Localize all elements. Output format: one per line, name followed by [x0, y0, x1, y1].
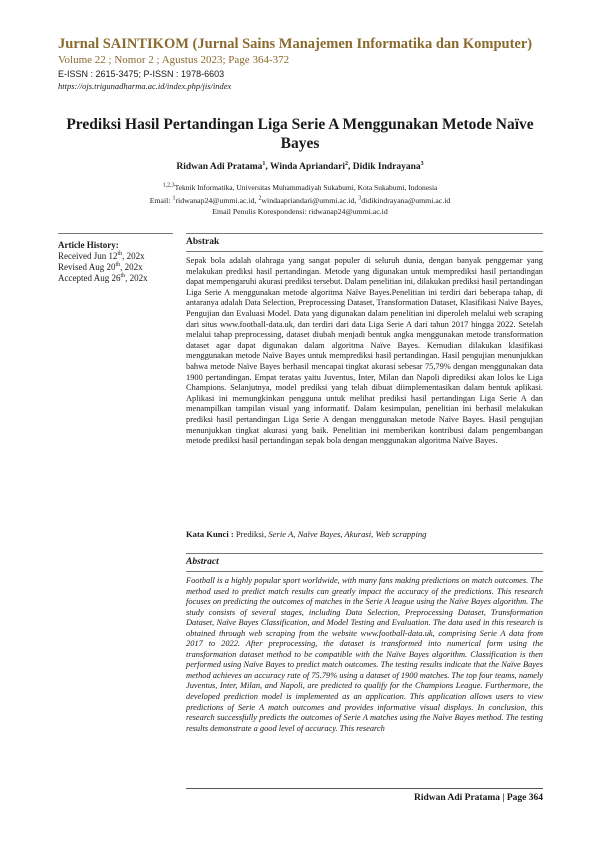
- keywords: [186, 529, 543, 539]
- email-address[interactable]: ridwanap24@ummi.ac.id,: [175, 196, 257, 205]
- footer-divider: [186, 788, 543, 789]
- affiliation-superscript: 1,2,3: [162, 182, 175, 189]
- history-accepted: [58, 273, 173, 284]
- history-accepted-label: Accepted Aug 26: [58, 273, 121, 283]
- affiliation-text: Teknik Informatika, Universitas Muhammadiyah Sukabumi, Kota Sukabumi, Indonesia: [174, 183, 438, 192]
- author-superscript: 3: [420, 160, 424, 167]
- abstract-english: [186, 553, 543, 786]
- history-heading: Article History:: [58, 240, 119, 250]
- journal-volume: Volume 22 ; Nomor 2 ; Agustus 2023; Page 364-372: [58, 54, 290, 66]
- abstract-en-heading: Abstract: [186, 554, 543, 572]
- history-accepted-year: , 202x: [125, 273, 148, 283]
- author-name: Didik Indrayana: [352, 162, 421, 172]
- keywords-values: Serie A, Naïve Bayes, Akurasi, Web scrapping: [268, 529, 427, 539]
- abstract-indonesian: [186, 233, 543, 447]
- page-footer: Ridwan Adi Pratama | Page 364: [413, 793, 543, 803]
- affiliation: [60, 183, 540, 192]
- keywords-label: Kata Kunci :: [186, 529, 234, 539]
- history-revised: [58, 262, 173, 273]
- email-address[interactable]: didikindrayana@ummi.ac.id: [361, 196, 451, 205]
- paper-title: Prediksi Hasil Pertandingan Liga Serie A Menggunakan Metode Naïve Bayes: [66, 116, 534, 152]
- article-history: [58, 233, 173, 284]
- history-revised-sup: th: [115, 262, 121, 268]
- abstract-id-heading: Abstrak: [186, 234, 543, 252]
- history-received: [58, 251, 173, 262]
- keywords-plain: Prediksi,: [233, 529, 269, 539]
- author-list: Ridwan Adi Pratama$^1$, Winda Apriandari$^2$, Didik Indrayana$^3$: [176, 160, 424, 172]
- abstract-en-text: Football is a highly popular sport worldwide, with many fans making predictions on match outcomes. The method used to predict match results can greatly impact the accuracy of the predictions. This research focuses on predicting the outcomes of matches in the Serie A league using the Naïve Bayes algorithm. The study consists of several stages, including Data Selection, Preprocessing Dataset, Transformation Dataset, Naïve Bayes Classification, and Model Testing and Evaluation. The data used in this research is obtained through web scraping from the website www.football-data.uk, comprising Serie A data from 2017 to 2022. After preprocessing, the dataset is transformed into numerical form using the transformation dataset method to be compatible with the Naïve Bayes algorithm. Classification is then performed using Naïve Bayes to predict match outcomes. The testing results indicate that the Naïve Bayes method achieves an accuracy rate of 75.79% using a dataset of 1900 matches. The top four teams, namely Juventus, Inter, Milan, and Napoli, are predicted to qualify for the Champions League. Furthermore, the developed prediction model is implemented as an application. This application allows users to view predictions of Serie A match outcomes and provides informative visual displays. In conclusion, this research successfully predicts the outcomes of Serie A matches using the Naïve Bayes method. The testing results demonstrate a good level of accuracy. This research: [186, 576, 543, 733]
- history-accepted-sup: th: [120, 273, 126, 279]
- author-superscript: 1: [262, 160, 266, 167]
- journal-issn: E-ISSN : 2615-3475; P-ISSN : 1978-6603: [58, 69, 225, 79]
- author-name: Winda Apriandari: [269, 162, 346, 172]
- abstract-id-text: Sepak bola adalah olahraga yang sangat populer di seluruh dunia, dengan banyak penggemar yang melakukan prediksi hasil pertandingan. Metode yang digunakan untuk memprediksi hasil pertandingan dapat mempengaruhi akurasi prediksi tersebut. Dalam penelitian ini, dilakukan prediksi hasil pertandingan Liga Serie A menggunakan metode algoritma Naïve Bayes.Penelitian ini terdiri dari beberapa tahap, di antaranya adalah Data Selection, Preprocessing Dataset, Transformation Dataset, Klasifikasi Naïve Bayes, Pengujian dan Evaluasi Model. Data yang digunakan dalam penelitian ini diperoleh melalui web scraping dari situs www.football-data.uk, dan terdiri dari data Liga Serie A dari tahun 2017 hingga 2022. Setelah melalui tahap preprocessing, dataset diubah menjadi bentuk angka menggunakan metode transformation dataset agar dapat digunakan dalam algoritma Naïve Bayes. Kemudian dilakukan klasifikasi menggunakan metode Naïve Bayes untuk memprediksi hasil pertandingan. Hasil pengujian menunjukkan bahwa metode Naïve Bayes berhasil mencapai tingkat akurasi sebesar 75,79% dengan menggunakan data 1900 pertandingan. Empat teratas yaitu Juventus, Inter, Milan dan Napoli diprediksi akan lolos ke Liga Champions. Selanjutnya, model prediksi yang telah dibuat diimplementasikan dalam bentuk aplikasi. Aplikasi ini memungkinkan pengguna untuk melihat prediksi hasil pertandingan Liga Serie A dan menampilkan tampilan visual yang informatif. Dalam kesimpulan, penelitian ini berhasil melakukan prediksi hasil pertandingan Liga Serie A dengan menggunakan metode Naïve Bayes. Hasil pengujian menunjukkan tingkat akurasi yang baik. Penelitian ini memberikan kontribusi dalam pengembangan metode prediksi hasil pertandingan sepak bola dengan menggunakan algoritma Naïve Bayes.: [186, 256, 543, 446]
- history-received-year: , 202x: [122, 251, 145, 261]
- history-received-sup: th: [117, 251, 123, 257]
- email-address[interactable]: windaapriandari@ummi.ac.id,: [261, 196, 357, 205]
- email-superscript: 3: [358, 195, 362, 202]
- history-received-label: Received Jun 12: [58, 251, 118, 261]
- author-superscript: 2: [345, 160, 349, 167]
- email-superscript: 1: [172, 195, 176, 202]
- journal-url[interactable]: https://ojs.trigunadharma.ac.id/index.php/jis/index: [58, 81, 232, 91]
- email-superscript: 2: [258, 195, 262, 202]
- email-line: [60, 196, 540, 207]
- journal-title: Jurnal SAINTIKOM (Jurnal Sains Manajemen Informatika dan Komputer): [58, 36, 533, 52]
- author-name: Ridwan Adi Pratama: [176, 162, 263, 172]
- corresponding-email: Email Penulis Korespondensi: ridwanap24@ummi.ac.id: [212, 206, 388, 216]
- history-revised-year: , 202x: [120, 262, 143, 272]
- email-block: [60, 196, 540, 217]
- email-label: Email:: [149, 196, 171, 205]
- history-revised-label: Revised Aug 20: [58, 262, 116, 272]
